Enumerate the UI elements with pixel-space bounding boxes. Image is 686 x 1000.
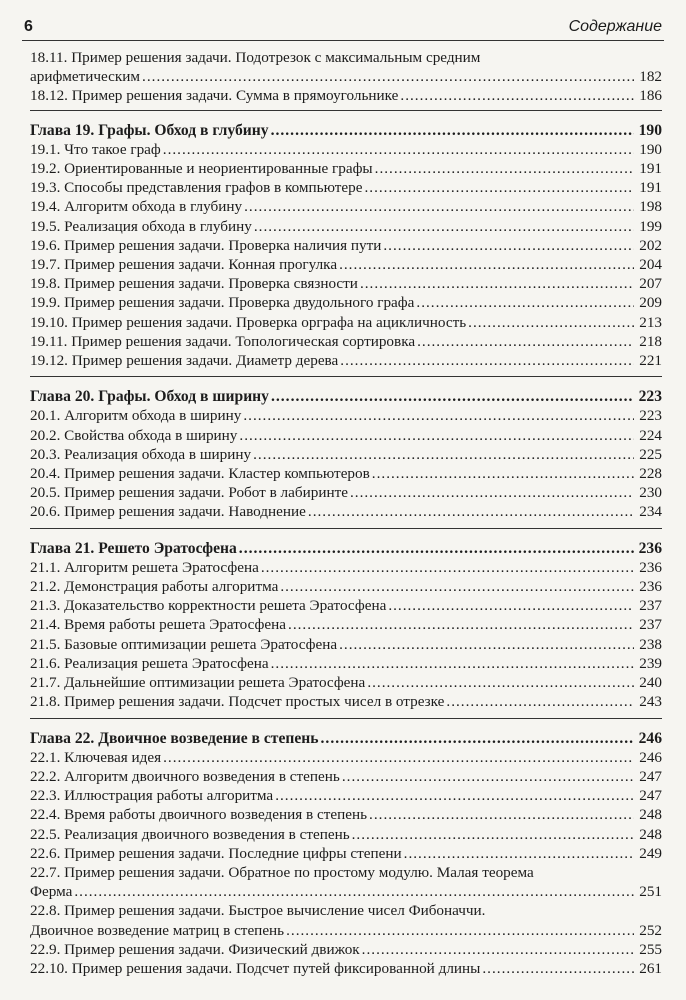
- toc-entry[interactable]: [30, 140, 662, 159]
- entry-title-line: 22.7. Пример решения задачи. Обратное по простому модулю. Малая теорема: [30, 863, 534, 881]
- page-ref: 236: [638, 539, 662, 557]
- page-ref: 218: [639, 332, 662, 350]
- page-ref: 248: [639, 825, 662, 843]
- dot-leader: [74, 882, 634, 901]
- entry-title: 20.2. Свойства обхода в ширину: [30, 426, 238, 444]
- entry-title: 22.6. Пример решения задачи. Последние цифры степени: [30, 844, 402, 862]
- page-ref: 247: [639, 767, 662, 785]
- page-ref: 247: [639, 787, 662, 805]
- dot-leader: [321, 729, 634, 748]
- page-ref: 236: [639, 578, 662, 596]
- dot-leader: [261, 558, 634, 577]
- toc-entry[interactable]: [30, 274, 662, 293]
- page-ref: 248: [639, 806, 662, 824]
- page-ref: 221: [639, 352, 662, 370]
- dot-leader: [163, 748, 634, 767]
- dot-leader: [243, 406, 634, 425]
- toc-entry[interactable]: [30, 558, 662, 577]
- dot-leader: [271, 121, 634, 140]
- dot-leader: [239, 426, 634, 445]
- chapter-title: Глава 20. Графы. Обход в ширину: [30, 388, 269, 406]
- entry-title: 18.12. Пример решения задачи. Сумма в прямоугольнике: [30, 87, 399, 105]
- entry-title: 20.6. Пример решения задачи. Наводнение: [30, 503, 306, 521]
- dot-leader: [350, 483, 634, 502]
- page-ref: 243: [639, 693, 662, 711]
- dot-leader: [388, 596, 634, 615]
- entry-title: 20.4. Пример решения задачи. Кластер компьютеров: [30, 465, 370, 483]
- dot-leader: [288, 615, 634, 634]
- toc-entry[interactable]: [30, 959, 662, 978]
- toc-entry[interactable]: [30, 255, 662, 274]
- toc-entry[interactable]: [30, 351, 662, 370]
- toc-continuation: [30, 48, 662, 111]
- toc-entry[interactable]: [30, 825, 662, 844]
- toc-entry[interactable]: [30, 692, 662, 711]
- dot-leader: [339, 635, 634, 654]
- entry-title: 19.11. Пример решения задачи. Топологическая сортировка: [30, 332, 416, 350]
- toc-entry[interactable]: [30, 332, 662, 351]
- dot-leader: [352, 825, 634, 844]
- page-ref: 252: [639, 921, 662, 939]
- page-ref: 261: [639, 959, 662, 977]
- toc-entry[interactable]: [30, 445, 662, 464]
- entry-title: 19.8. Пример решения задачи. Проверка связности: [30, 275, 358, 293]
- page-ref: 240: [639, 674, 662, 692]
- toc-entry[interactable]: [30, 901, 662, 939]
- toc-entry[interactable]: [30, 159, 662, 178]
- dot-leader: [339, 255, 634, 274]
- dot-leader: [286, 921, 634, 940]
- dot-leader: [482, 959, 634, 978]
- chapter-title: Глава 19. Графы. Обход в глубину: [30, 121, 269, 139]
- page-ref: 224: [639, 426, 662, 444]
- dot-leader: [383, 236, 634, 255]
- toc-entry[interactable]: [30, 313, 662, 332]
- dot-leader: [360, 274, 634, 293]
- toc-entry[interactable]: [30, 197, 662, 216]
- dot-leader: [275, 786, 634, 805]
- dot-leader: [253, 445, 634, 464]
- entry-title: 19.6. Пример решения задачи. Проверка наличия пути: [30, 236, 382, 254]
- page-ref: 255: [639, 940, 662, 958]
- chapter-title: Глава 22. Двоичное возведение в степень: [30, 729, 319, 747]
- page-header: [22, 14, 664, 41]
- toc-entry[interactable]: [30, 178, 662, 197]
- toc-entry[interactable]: [30, 464, 662, 483]
- page-ref: 199: [639, 217, 662, 235]
- page-ref: 225: [639, 445, 662, 463]
- entry-title: 20.3. Реализация обхода в ширину: [30, 445, 252, 463]
- entry-title-line: 18.11. Пример решения задачи. Подотрезок с максимальным средним: [30, 49, 481, 66]
- page-ref: 230: [639, 484, 662, 502]
- entry-title: 22.4. Время работы двоичного возведения в степень: [30, 806, 368, 824]
- page-ref: 191: [639, 179, 662, 197]
- dot-leader: [271, 654, 634, 673]
- dot-leader: [254, 217, 634, 236]
- dot-leader: [244, 197, 634, 216]
- dot-leader: [369, 805, 634, 824]
- page-ref: 190: [638, 121, 662, 139]
- dot-leader: [404, 844, 634, 863]
- page-ref: 237: [639, 597, 662, 615]
- entry-title: 22.1. Ключевая идея: [30, 748, 162, 766]
- entry-title: 19.10. Пример решения задачи. Проверка орграфа на ацикличность: [30, 313, 467, 331]
- page-ref: 239: [639, 654, 662, 672]
- toc-entry[interactable]: [30, 596, 662, 615]
- toc-entry[interactable]: [30, 635, 662, 654]
- entry-title: 21.7. Дальнейшие оптимизации решета Эратосфена: [30, 674, 366, 692]
- toc-entry[interactable]: [30, 48, 662, 86]
- entry-title: 19.5. Реализация обхода в глубину: [30, 217, 252, 235]
- entry-title: 22.9. Пример решения задачи. Физический движок: [30, 940, 360, 958]
- toc-entry[interactable]: [30, 502, 662, 521]
- dot-leader: [416, 293, 634, 312]
- toc-entry[interactable]: [30, 940, 662, 959]
- entry-title: 19.7. Пример решения задачи. Конная прогулка: [30, 256, 338, 274]
- page-ref: 246: [638, 729, 662, 747]
- chapter-section: [30, 111, 662, 378]
- toc-entry[interactable]: [30, 767, 662, 786]
- entry-title: Ферма: [30, 883, 73, 901]
- table-of-contents: [30, 48, 662, 984]
- page-ref: 198: [639, 198, 662, 216]
- entry-title: 22.5. Реализация двоичного возведения в степень: [30, 825, 350, 843]
- chapter-heading[interactable]: [30, 121, 662, 140]
- dot-leader: [400, 86, 634, 105]
- page-number: 6: [24, 18, 33, 35]
- dot-leader: [362, 940, 634, 959]
- dot-leader: [163, 140, 634, 159]
- entry-title: 22.2. Алгоритм двоичного возведения в степень: [30, 767, 340, 785]
- page-ref: 209: [639, 294, 662, 312]
- entry-title: 21.8. Пример решения задачи. Подсчет простых чисел в отрезке: [30, 693, 445, 711]
- dot-leader: [340, 351, 634, 370]
- dot-leader: [364, 178, 634, 197]
- toc-entry[interactable]: [30, 615, 662, 634]
- page-ref: 202: [639, 236, 662, 254]
- entry-title: арифметическим: [30, 68, 141, 86]
- entry-title: 20.5. Пример решения задачи. Робот в лабиринте: [30, 484, 348, 502]
- toc-entry[interactable]: [30, 426, 662, 445]
- page-ref: 186: [639, 87, 662, 105]
- page-ref: 207: [639, 275, 662, 293]
- chapter-section: [30, 529, 662, 719]
- page-ref: 223: [638, 388, 662, 406]
- toc-entry[interactable]: [30, 217, 662, 236]
- entry-title: 21.6. Реализация решета Эратосфена: [30, 654, 269, 672]
- entry-title: 21.1. Алгоритм решета Эратосфена: [30, 558, 259, 576]
- chapter-heading[interactable]: [30, 729, 662, 748]
- entry-title: 20.1. Алгоритм обхода в ширину: [30, 407, 242, 425]
- toc-entry[interactable]: [30, 293, 662, 312]
- entry-title: 22.10. Пример решения задачи. Подсчет путей фиксированной длины: [30, 959, 481, 977]
- entry-title: 19.2. Ориентированные и неориентированные графы: [30, 160, 373, 178]
- page-ref: 234: [639, 503, 662, 521]
- dot-leader: [468, 313, 634, 332]
- page-ref: 249: [639, 844, 662, 862]
- chapter-heading[interactable]: [30, 387, 662, 406]
- toc-entry[interactable]: [30, 805, 662, 824]
- toc-entry[interactable]: [30, 786, 662, 805]
- toc-entry[interactable]: [30, 236, 662, 255]
- page-ref: 228: [639, 465, 662, 483]
- page-ref: 236: [639, 558, 662, 576]
- running-title: Содержание: [568, 18, 662, 35]
- page-ref: 182: [639, 68, 662, 86]
- entry-title: 19.1. Что такое граф: [30, 140, 161, 158]
- page-ref: 191: [639, 160, 662, 178]
- chapter-heading[interactable]: [30, 539, 662, 558]
- page-ref: 204: [639, 256, 662, 274]
- toc-entry[interactable]: [30, 406, 662, 425]
- entry-title: 19.3. Способы представления графов в компьютере: [30, 179, 363, 197]
- toc-entry[interactable]: [30, 654, 662, 673]
- toc-entry[interactable]: [30, 483, 662, 502]
- dot-leader: [375, 159, 634, 178]
- dot-leader: [417, 332, 634, 351]
- entry-title: 19.9. Пример решения задачи. Проверка двудольного графа: [30, 294, 415, 312]
- dot-leader: [239, 539, 634, 558]
- chapter-title: Глава 21. Решето Эратосфена: [30, 539, 237, 557]
- page-ref: 190: [639, 140, 662, 158]
- toc-entry[interactable]: [30, 577, 662, 596]
- dot-leader: [271, 387, 634, 406]
- chapter-section: [30, 377, 662, 528]
- dot-leader: [308, 502, 634, 521]
- chapter-section: [30, 719, 662, 985]
- toc-entry[interactable]: [30, 86, 662, 105]
- entry-title: 21.4. Время работы решета Эратосфена: [30, 616, 287, 634]
- toc-entry[interactable]: [30, 863, 662, 901]
- dot-leader: [372, 464, 634, 483]
- dot-leader: [142, 67, 634, 86]
- page-ref: 246: [639, 748, 662, 766]
- entry-title: 22.3. Иллюстрация работы алгоритма: [30, 787, 274, 805]
- page-ref: 238: [639, 635, 662, 653]
- toc-entry[interactable]: [30, 844, 662, 863]
- entry-title: 19.12. Пример решения задачи. Диаметр дерева: [30, 352, 339, 370]
- dot-leader: [446, 692, 634, 711]
- entry-title: 21.3. Доказательство корректности решета Эратосфена: [30, 597, 387, 615]
- entry-title: Двоичное возведение матриц в степень: [30, 921, 285, 939]
- dot-leader: [280, 577, 634, 596]
- toc-entry[interactable]: [30, 673, 662, 692]
- dot-leader: [342, 767, 634, 786]
- page-ref: 251: [639, 883, 662, 901]
- entry-title: 19.4. Алгоритм обхода в глубину: [30, 198, 243, 216]
- toc-entry[interactable]: [30, 748, 662, 767]
- dot-leader: [367, 673, 634, 692]
- page-ref: 223: [639, 407, 662, 425]
- page-ref: 237: [639, 616, 662, 634]
- page-ref: 213: [639, 313, 662, 331]
- entry-title: 21.2. Демонстрация работы алгоритма: [30, 578, 279, 596]
- entry-title-line: 22.8. Пример решения задачи. Быстрое вычисление чисел Фибоначчи.: [30, 902, 486, 920]
- entry-title: 21.5. Базовые оптимизации решета Эратосфена: [30, 635, 338, 653]
